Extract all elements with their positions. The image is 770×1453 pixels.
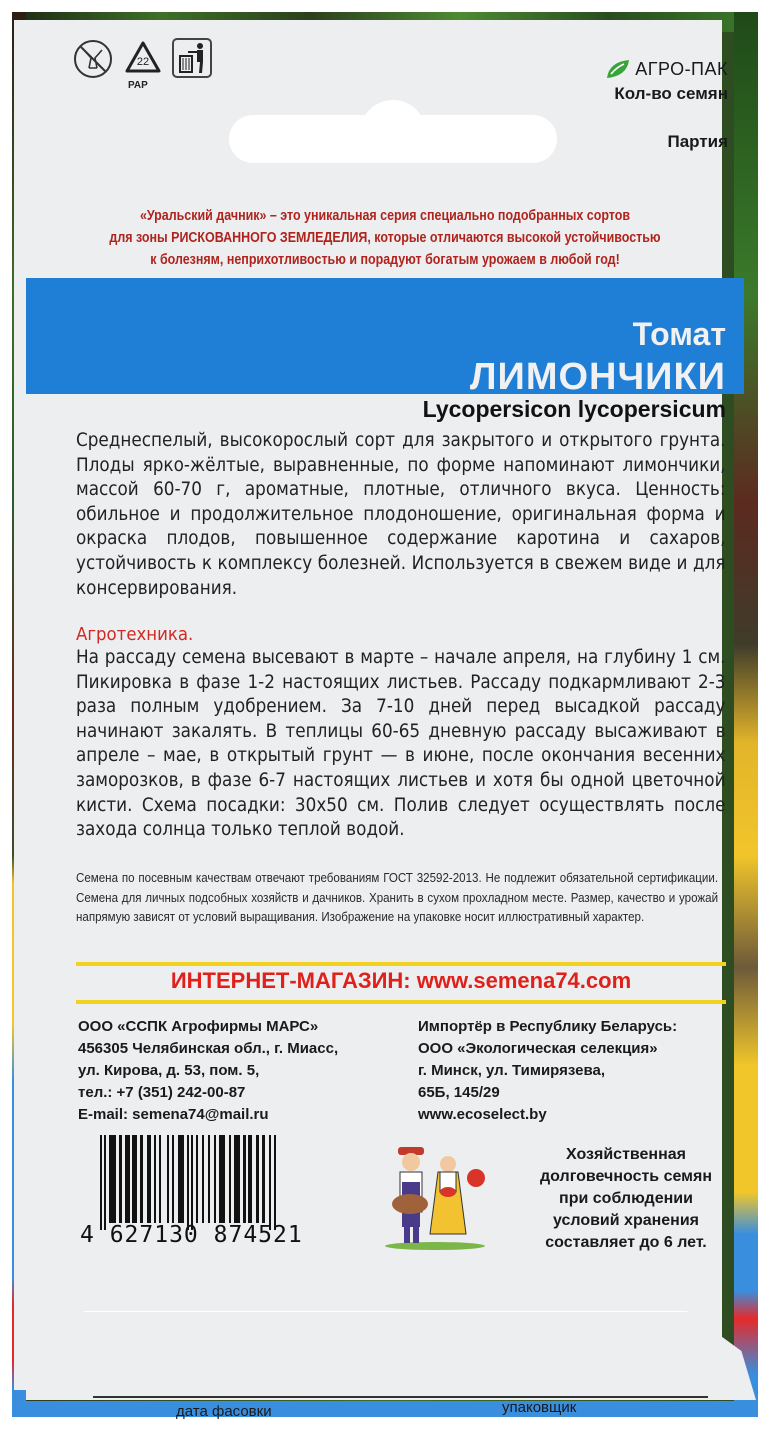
hang-hole-end [385, 115, 557, 163]
product-type: Томат [632, 316, 726, 352]
latin-name: Lycopersicon lycopersicum [422, 396, 726, 422]
shelf-life-line: составляет до 6 лет. [545, 1234, 707, 1251]
shelf-life-line: Хозяйственная [566, 1146, 686, 1163]
packer-label: упаковщик [502, 1399, 577, 1416]
importer-website[interactable]: www.ecoselect.by [418, 1106, 547, 1123]
intro-line: к болезням, неприхотливостью и порадуют богатым урожаем в любой год! [150, 252, 620, 268]
packaging-symbols [72, 38, 214, 80]
not-food-contact-icon [72, 38, 114, 80]
agrotech-heading: Агротехника. [76, 624, 194, 645]
shelf-life-line: долговечность семян [540, 1168, 712, 1185]
producer-line: тел.: +7 (351) 242-00-87 [78, 1084, 246, 1101]
recycle-code-label: PAP [128, 80, 148, 91]
intro-line: для зоны РИСКОВАННОГО ЗЕМЛЕДЕЛИЯ, которые отличаются высокой устойчивостью [109, 230, 661, 246]
legal-notice: Семена по посевным качествам отвечают требованиям ГОСТ 32592-2013. Не подлежит обязательной сертификации. Семена для личных подсобных хозяйств и дачников. Хранить в сухом прохладном месте. Размер, качество и урожай напрямую зависят от условий выращивания. Изображение на упаковке носит иллюстративный характер. [76, 870, 719, 924]
importer-address [418, 1016, 677, 1126]
producer-address [78, 1016, 338, 1126]
producer-email[interactable]: E-mail: semena74@mail.ru [78, 1106, 269, 1123]
importer-line: г. Минск, ул. Тимирязева, [418, 1062, 606, 1079]
product-variety: ЛИМОНЧИКИ [469, 356, 726, 398]
variety-description: Среднеспелый, высокорослый сорт для закрытого и открытого грунта. Плоды ярко-жёлтые, выравненные, по форме напоминают лимончики, массой 60-70 г, ароматные, плотные, отличного вкуса. Ценность: обильное и продолжительное плодоношение, оригинальная форма и окраска плодов, повышенное содержание каротина и сахаров, устойчивость к комплексу болезней. Используется в свежем виде и для консервирования. [76, 430, 726, 599]
farmer-couple-illustration [380, 1142, 500, 1252]
shelf-life-note [508, 1144, 744, 1254]
agrotech-text: На рассаду семена высевают в марте – начале апреля, на глубину 1 см. Пикировка в фазе 1-2 настоящих листьев. Рассаду подкармливают 2-3 раза полным удобрением. За 7-10 дней перед высадкой рассаду начинают закалять. В теплицы 60-65 дневную рассаду высаживают в апреле – мае, в открытый грунт — в июне, после окончания весенних заморозков, в фазе 6-7 настоящих листьев и хотя бы одной цветочной кисти. Схема посадки: 30х50 см. Полив следует осуществлять после захода солнца только теплой водой. [76, 647, 726, 841]
importer-line: ООО «Экологическая селекция» [418, 1040, 658, 1057]
producer-line: ул. Кирова, д. 53, пом. 5, [78, 1062, 260, 1079]
series-intro [88, 205, 681, 271]
leaf-icon [605, 58, 631, 80]
online-shop-link[interactable]: ИНТЕРНЕТ-МАГАЗИН: www.semena74.com [170, 968, 632, 993]
importer-line: 65Б, 145/29 [418, 1084, 500, 1101]
barcode-number: 4 627130 874521 [80, 1222, 303, 1248]
seed-count-label: Кол-во семян [614, 84, 728, 103]
producer-line: ООО «ССПК Агрофирмы МАРС» [78, 1018, 319, 1035]
shop-divider-top [76, 962, 726, 966]
bottom-flap [26, 1311, 756, 1400]
shop-divider-bottom [76, 1000, 726, 1004]
batch-label: Партия [667, 132, 728, 151]
recycle-icon [122, 38, 164, 80]
barcode-bars-icon [100, 1135, 285, 1230]
shelf-life-line: при соблюдении [559, 1190, 693, 1207]
bottom-blue-strip [12, 1401, 758, 1417]
brand-name: АГРО-ПАК [635, 58, 728, 79]
tidyman-trash-icon [172, 38, 214, 80]
producer-line: 456305 Челябинская обл., г. Миасс, [78, 1040, 339, 1057]
signature-line [93, 1396, 708, 1398]
barcode [100, 1135, 285, 1230]
packing-date-label: дата фасовки [176, 1403, 272, 1420]
intro-line: «Уральский дачник» – это уникальная серия специально подобранных сортов [139, 208, 631, 224]
importer-line: Импортёр в Республику Беларусь: [418, 1018, 678, 1035]
brand-logo [605, 58, 728, 80]
shelf-life-line: условий хранения [552, 1212, 700, 1229]
svg-text:22: 22 [136, 56, 150, 68]
